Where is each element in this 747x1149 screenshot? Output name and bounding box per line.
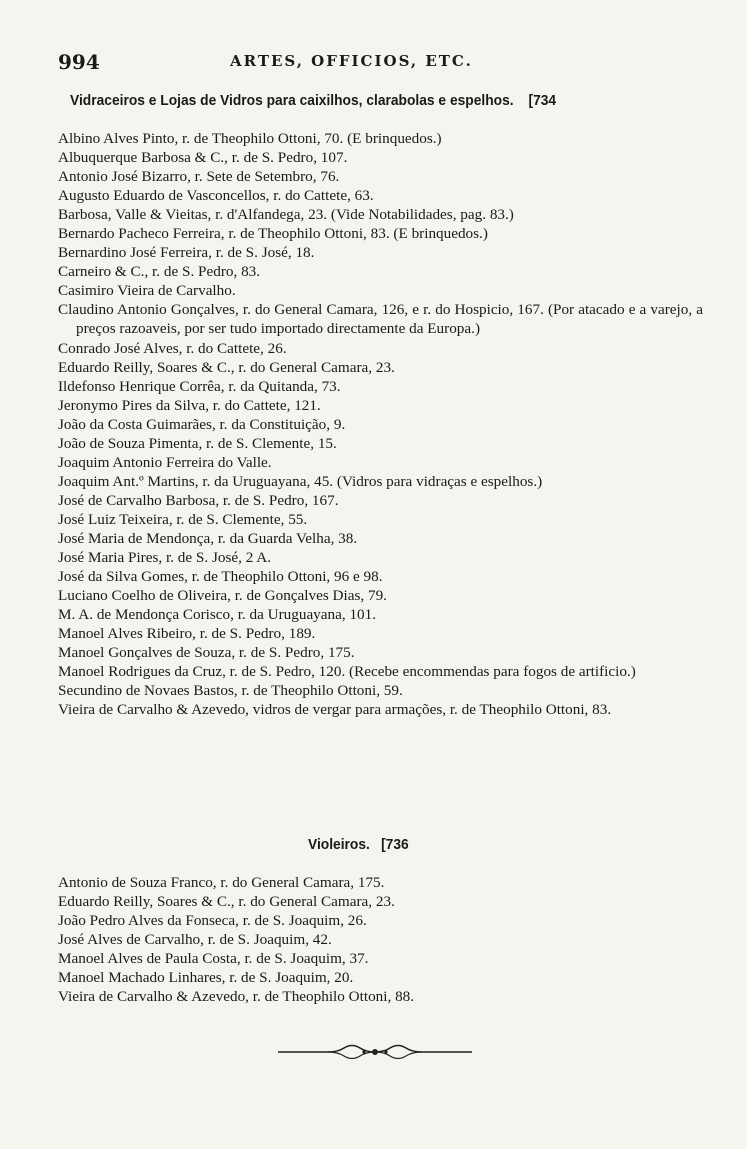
list-item: Bernardino José Ferreira, r. de S. José, 18. <box>58 244 315 262</box>
list-item: Carneiro & C., r. de S. Pedro, 83. <box>58 263 261 281</box>
page-header <box>58 50 698 72</box>
ornament-divider-icon <box>276 1040 474 1064</box>
list-item: Antonio de Souza Franco, r. do General Camara, 175. <box>58 874 385 891</box>
list-item: Vieira de Carvalho & Azevedo, r. de Theophilo Ottoni, 88. <box>58 988 415 1006</box>
list-item: José de Carvalho Barbosa, r. de S. Pedro, 167. <box>58 491 339 509</box>
entry-list-violeiros <box>58 873 703 1006</box>
list-item: Joaquim Antonio Ferreira do Valle. <box>58 453 272 471</box>
list-item: Joaquim Ant.º Martins, r. da Uruguayana, 45. (Vidros para vidraças e espelhos.) <box>58 472 543 490</box>
section-title-violeiros <box>308 836 409 853</box>
list-item: Luciano Coelho de Oliveira, r. de Gonçalves Dias, 79. <box>58 587 387 605</box>
list-item: José Maria de Mendonça, r. da Guarda Velha, 38. <box>58 529 358 547</box>
list-item: Augusto Eduardo de Vasconcellos, r. do Cattete, 63. <box>58 187 374 205</box>
list-item: Barbosa, Valle & Vieitas, r. d'Alfandega, 23. (Vide Notabilidades, pag. 83.) <box>58 206 514 224</box>
list-item: José da Silva Gomes, r. de Theophilo Ottoni, 96 e 98. <box>58 568 383 586</box>
section-title-text: Vidraceiros e Lojas de Vidros para caixilhos, clarabolas e espelhos. <box>70 92 514 109</box>
list-item: Albino Alves Pinto, r. de Theophilo Ottoni, 70. (E brinquedos.) <box>58 130 442 147</box>
list-item: Conrado José Alves, r. do Cattete, 26. <box>58 339 287 357</box>
list-item: João da Costa Guimarães, r. da Constituição, 9. <box>58 415 346 433</box>
page-number: 994 <box>58 50 100 74</box>
list-item: Jeronymo Pires da Silva, r. do Cattete, 121. <box>58 396 321 414</box>
list-item: João de Souza Pimenta, r. de S. Clemente, 15. <box>58 434 337 452</box>
list-item: Ildefonso Henrique Corrêa, r. da Quitanda, 73. <box>58 377 341 395</box>
list-item: Manoel Rodrigues da Cruz, r. de S. Pedro, 120. (Recebe encommendas para fogos de artificio.) <box>58 663 636 681</box>
section-number: [736 <box>381 836 409 853</box>
list-item: Bernardo Pacheco Ferreira, r. de Theophilo Ottoni, 83. (E brinquedos.) <box>58 225 488 243</box>
section-title-text: Violeiros. <box>308 836 370 853</box>
list-item: Eduardo Reilly, Soares & C., r. do General Camara, 23. <box>58 893 395 911</box>
list-item: Secundino de Novaes Bastos, r. de Theophilo Ottoni, 59. <box>58 682 403 700</box>
list-item: Albuquerque Barbosa & C., r. de S. Pedro, 107. <box>58 149 348 167</box>
list-item: Antonio José Bizarro, r. Sete de Setembro, 76. <box>58 168 340 186</box>
list-item: Eduardo Reilly, Soares & C., r. do General Camara, 23. <box>58 358 395 376</box>
list-item: José Maria Pires, r. de S. José, 2 A. <box>58 549 272 567</box>
list-item: Manoel Alves Ribeiro, r. de S. Pedro, 189. <box>58 625 316 643</box>
running-title: ARTES, OFFICIOS, ETC. <box>230 52 473 70</box>
list-item: João Pedro Alves da Fonseca, r. de S. Joaquim, 26. <box>58 912 367 930</box>
list-item: Claudino Antonio Gonçalves, r. do General Camara, 126, e r. do Hospicio, 167. (Por atacado e a varejo, a preços razoaveis, por ser tudo importado directamente da Europa.) <box>58 301 703 338</box>
list-item: M. A. de Mendonça Corisco, r. da Uruguayana, 101. <box>58 606 377 624</box>
list-item: José Luiz Teixeira, r. de S. Clemente, 55. <box>58 510 308 528</box>
entry-list-vidraceiros <box>58 129 703 719</box>
section-number: [734 <box>528 92 557 109</box>
list-item: José Alves de Carvalho, r. de S. Joaquim, 42. <box>58 931 332 949</box>
list-item: Manoel Machado Linhares, r. de S. Joaquim, 20. <box>58 969 354 987</box>
list-item: Vieira de Carvalho & Azevedo, vidros de vergar para armações, r. de Theophilo Ottoni, 83. <box>58 701 612 719</box>
section-title-vidraceiros <box>70 92 556 109</box>
list-item: Manoel Alves de Paula Costa, r. de S. Joaquim, 37. <box>58 950 369 968</box>
list-item: Manoel Gonçalves de Souza, r. de S. Pedro, 175. <box>58 644 355 662</box>
list-item: Casimiro Vieira de Carvalho. <box>58 282 236 300</box>
